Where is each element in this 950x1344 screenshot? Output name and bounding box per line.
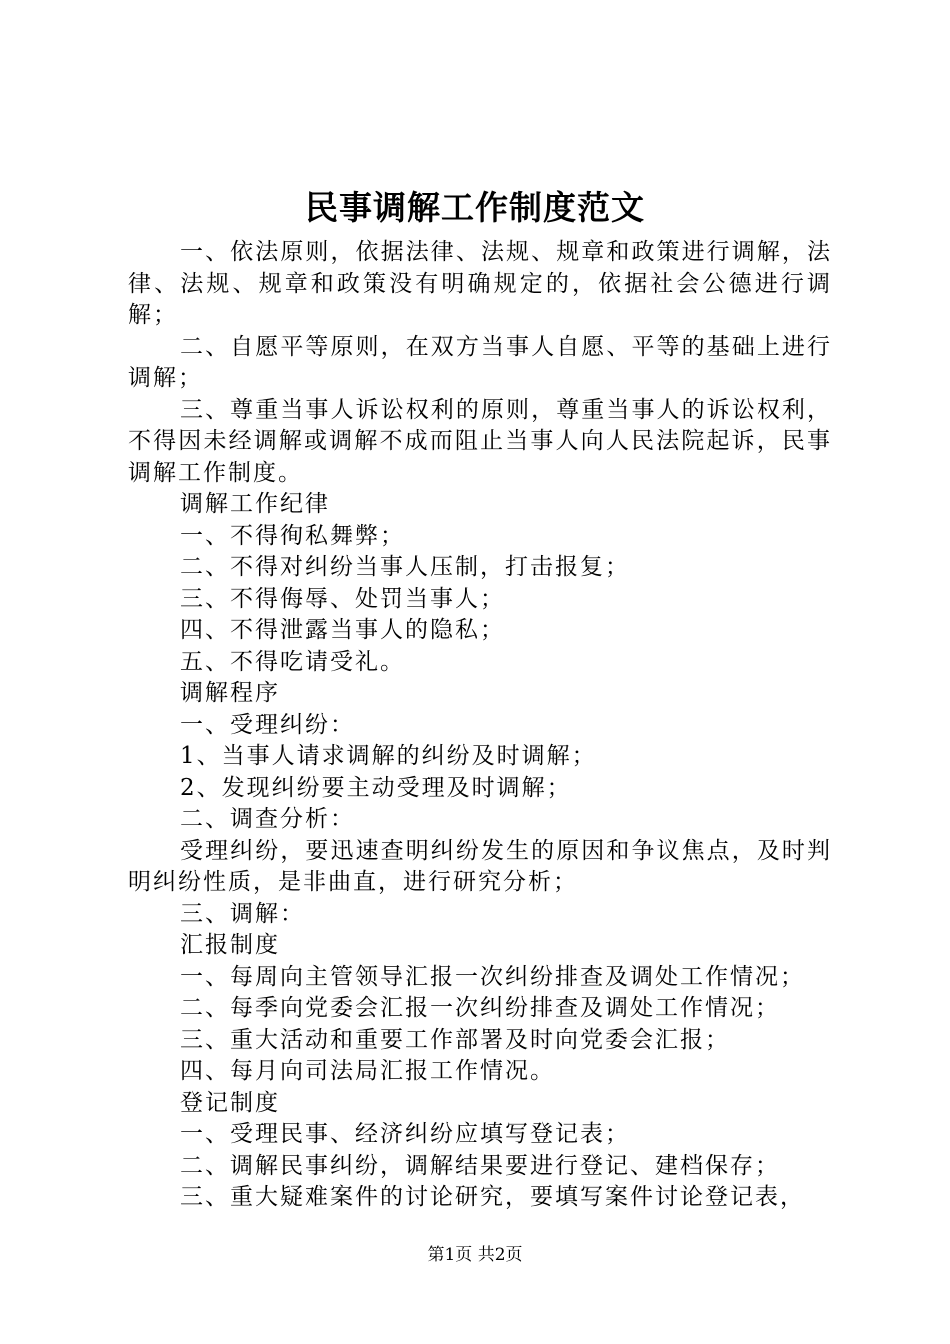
list-item: 一、受理纠纷： (180, 711, 355, 738)
list-item: 1、当事人请求调解的纠纷及时调解； (180, 743, 597, 769)
paragraph: 受理纠纷，要迅速查明纠纷发生的原因和争议焦点，及时判明纠纷性质，是非曲直，进行研究分析； (128, 837, 832, 895)
section-heading: 汇报制度 (180, 932, 280, 958)
list-item: 2、发现纠纷要主动受理及时调解； (180, 774, 572, 801)
page-footer: 第1页 共2页 (427, 1245, 523, 1265)
paragraph: 二、自愿平等原则，在双方当事人自愿、平等的基础上进行调解； (128, 333, 832, 391)
list-item: 一、每周向主管领导汇报一次纠纷排查及调处工作情况； (180, 963, 805, 990)
list-item: 二、调查分析： (180, 806, 355, 832)
section-heading: 调解工作纪律 (180, 491, 330, 517)
list-item: 三、重大疑难案件的讨论研究，要填写案件讨论登记表， (180, 1184, 805, 1210)
list-item: 二、不得对纠纷当事人压制，打击报复； (180, 554, 630, 580)
list-item: 二、每季向党委会汇报一次纠纷排查及调处工作情况； (180, 995, 780, 1021)
document-title: 民事调解工作制度范文 (305, 188, 645, 227)
paragraph: 三、尊重当事人诉讼权利的原则，尊重当事人的诉讼权利，不得因未经调解或调解不成而阻止当事人向人民法院起诉，民事调解工作制度。 (128, 396, 832, 486)
list-item: 五、不得吃请受礼。 (180, 648, 405, 675)
list-item: 四、不得泄露当事人的隐私； (180, 617, 505, 643)
section-heading: 调解程序 (180, 680, 280, 706)
list-item: 一、不得徇私舞弊； (180, 522, 405, 549)
list-item: 二、调解民事纠纷，调解结果要进行登记、建档保存； (180, 1152, 780, 1179)
list-item: 三、重大活动和重要工作部署及时向党委会汇报； (180, 1026, 730, 1053)
section-heading: 登记制度 (180, 1089, 280, 1116)
paragraph: 一、依法原则，依据法律、法规、规章和政策进行调解，法律、法规、规章和政策没有明确规定的，依据社会公德进行调解； (128, 239, 832, 328)
list-item: 四、每月向司法局汇报工作情况。 (180, 1058, 555, 1084)
document-body (128, 237, 832, 1214)
list-item: 一、受理民事、经济纠纷应填写登记表； (180, 1121, 630, 1147)
list-item: 三、不得侮辱、处罚当事人； (180, 585, 505, 612)
list-item: 三、调解： (180, 900, 305, 927)
